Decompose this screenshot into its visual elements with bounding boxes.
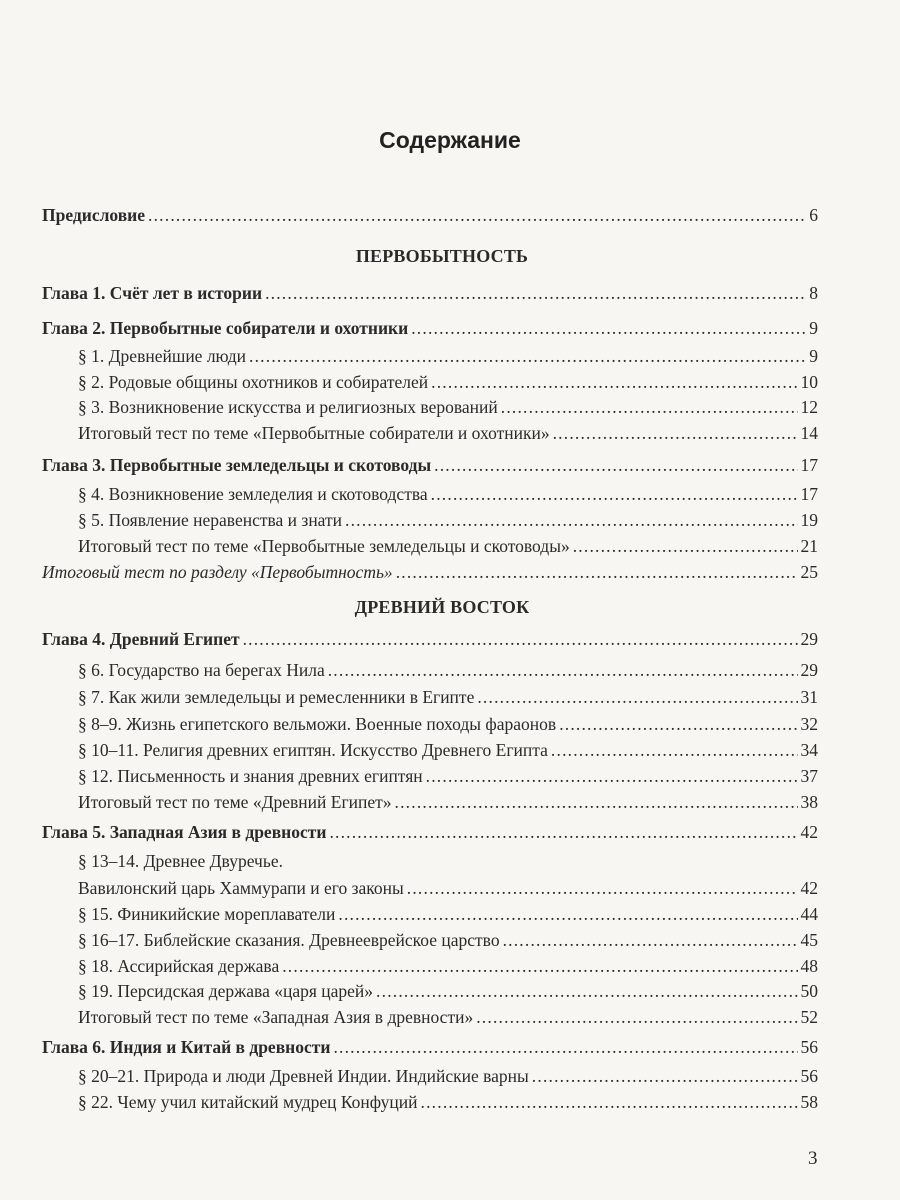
toc-item: [78, 1064, 818, 1088]
toc-entry-title: § 20–21. Природа и люди Древней Индии. Индийские варны: [78, 1066, 529, 1086]
toc-entry-title: § 10–11. Религия древних египтян. Искусство Древнего Египта: [78, 740, 548, 760]
dot-leader: [333, 1035, 797, 1059]
section-heading: ДРЕВНИЙ ВОСТОК: [354, 597, 530, 617]
toc-entry-title: § 8–9. Жизнь египетского вельможи. Военные походы фараонов: [78, 714, 557, 734]
dot-leader: [407, 876, 798, 900]
toc-entry-title: § 12. Письменность и знания древних египтян: [78, 766, 423, 786]
dot-leader: [411, 316, 806, 340]
dot-leader: [395, 790, 798, 814]
toc-entry-title: § 22. Чему учил китайский мудрец Конфуций: [78, 1092, 418, 1112]
dot-leader: [329, 820, 797, 844]
toc-page-number: 6: [809, 205, 818, 225]
page-number: 3: [808, 1148, 818, 1169]
dot-leader: [551, 738, 798, 762]
toc-page-number: 58: [800, 1092, 818, 1112]
toc-section-test: [42, 560, 818, 584]
dot-leader: [431, 370, 797, 394]
toc-page-number: 42: [800, 878, 818, 898]
toc-page-number: 25: [800, 562, 818, 582]
toc-page-number: 21: [800, 536, 818, 556]
toc-item: [78, 395, 818, 419]
toc-page-number: 38: [800, 792, 818, 812]
toc-entry-title: Предисловие: [42, 205, 146, 225]
toc-entry-title: Глава 3. Первобытные земледельцы и скотоводы: [42, 455, 432, 475]
toc-page-number: 19: [800, 510, 818, 530]
toc-entry-title: § 13–14. Древнее Двуречье.: [78, 851, 283, 871]
toc-item: [78, 1090, 818, 1114]
toc-item: [78, 508, 818, 532]
toc-entry-title: § 2. Родовые общины охотников и собирателей: [78, 372, 429, 392]
dot-leader: [396, 560, 798, 584]
toc-entry-title: § 6. Государство на берегах Нила: [78, 660, 325, 680]
page-title: Содержание: [379, 127, 521, 153]
toc-item: [78, 790, 818, 814]
toc-item: [78, 1005, 818, 1029]
toc-entry-title: Итоговый тест по теме «Первобытные земледельцы и скотоводы»: [78, 536, 570, 556]
toc-chapter: [42, 203, 818, 227]
section-heading: ПЕРВОБЫТНОСТЬ: [355, 246, 529, 266]
dot-leader: [426, 764, 798, 788]
toc-entry-title: § 19. Персидская держава «царя царей»: [78, 981, 374, 1001]
toc-entry-title: § 7. Как жили земледельцы и ремесленники в Египте: [78, 687, 475, 707]
dot-leader: [434, 453, 797, 477]
toc-page-number: 17: [800, 484, 818, 504]
toc-entry-title: § 15. Финикийские мореплаватели: [78, 904, 336, 924]
toc-page-number: 10: [800, 372, 818, 392]
dot-leader: [501, 395, 798, 419]
dot-leader: [282, 954, 797, 978]
toc-page-number: 8: [809, 283, 818, 303]
toc-item: [78, 979, 818, 1003]
toc-item: [78, 764, 818, 788]
toc-page-number: 31: [800, 687, 818, 707]
toc-entry-title: § 18. Ассирийская держава: [78, 956, 280, 976]
toc-page-number: 45: [800, 930, 818, 950]
toc-entry-title: Итоговый тест по теме «Западная Азия в древности»: [78, 1007, 474, 1027]
toc-page-number: 32: [800, 714, 818, 734]
dot-leader: [328, 658, 798, 682]
toc-entry-title: Вавилонский царь Хаммурапи и его законы: [78, 878, 404, 898]
dot-leader: [503, 928, 798, 952]
toc-page-number: 17: [800, 455, 818, 475]
dot-leader: [338, 902, 797, 926]
dot-leader: [573, 534, 798, 558]
dot-leader: [532, 1064, 798, 1088]
toc-entry-title: Итоговый тест по теме «Древний Египет»: [78, 792, 392, 812]
toc-page-number: 37: [800, 766, 818, 786]
toc-entry-title: Глава 4. Древний Египет: [42, 629, 240, 649]
toc-item: [78, 344, 818, 368]
toc-item: [78, 370, 818, 394]
toc-entry-title: Глава 1. Счёт лет в истории: [42, 283, 263, 303]
dot-leader: [376, 979, 797, 1003]
toc-page-number: 50: [800, 981, 818, 1001]
toc-page-number: 9: [809, 346, 818, 366]
toc-item: [78, 534, 818, 558]
toc-chapter: [42, 820, 818, 844]
toc-entry-title: Итоговый тест по теме «Первобытные собиратели и охотники»: [78, 423, 550, 443]
dot-leader: [265, 281, 806, 305]
toc-entry-title: Глава 2. Первобытные собиратели и охотники: [42, 318, 409, 338]
toc-page-number: 56: [800, 1037, 818, 1057]
toc-chapter: [42, 1035, 818, 1059]
toc-item: [78, 421, 818, 445]
toc-entry-title: § 16–17. Библейские сказания. Древнееврейское царство: [78, 930, 500, 950]
toc-entry-title: Глава 5. Западная Азия в древности: [42, 822, 327, 842]
toc-page-number: 9: [809, 318, 818, 338]
dot-leader: [243, 627, 798, 651]
toc-page-number: 52: [800, 1007, 818, 1027]
dot-leader: [148, 203, 806, 227]
dot-leader: [559, 712, 797, 736]
toc-entry-title: § 4. Возникновение земледелия и скотоводства: [78, 484, 428, 504]
toc-chapter: [42, 316, 818, 340]
toc-chapter: [42, 627, 818, 651]
toc-page-number: 14: [800, 423, 818, 443]
toc-item: [78, 928, 818, 952]
toc-item: [78, 738, 818, 762]
toc-chapter: [42, 453, 818, 477]
toc-entry-title: § 3. Возникновение искусства и религиозных верований: [78, 397, 498, 417]
toc-item: [78, 876, 818, 900]
toc-item: [78, 482, 818, 506]
toc-entry-title: Глава 6. Индия и Китай в древности: [42, 1037, 331, 1057]
toc-chapter: [42, 281, 818, 305]
toc-item: [78, 685, 818, 709]
dot-leader: [477, 685, 797, 709]
dot-leader: [421, 1090, 798, 1114]
toc-page-number: 48: [800, 956, 818, 976]
toc-item: [78, 902, 818, 926]
toc-page-number: 56: [800, 1066, 818, 1086]
toc-entry-title: § 1. Древнейшие люди: [78, 346, 247, 366]
toc-item: [78, 658, 818, 682]
toc-item: [78, 712, 818, 736]
toc-page-number: 42: [800, 822, 818, 842]
toc-page-number: 34: [800, 740, 818, 760]
dot-leader: [249, 344, 806, 368]
dot-leader: [431, 482, 798, 506]
toc-page-number: 29: [800, 629, 818, 649]
toc-entry-title: Итоговый тест по разделу «Первобытность»: [42, 562, 393, 582]
toc-page-number: 12: [800, 397, 818, 417]
toc-item: [78, 849, 818, 873]
toc-page-number: 29: [800, 660, 818, 680]
toc-page-number: 44: [800, 904, 818, 924]
dot-leader: [476, 1005, 797, 1029]
toc-entry-title: § 5. Появление неравенства и знати: [78, 510, 343, 530]
toc-item: [78, 954, 818, 978]
dot-leader: [345, 508, 797, 532]
dot-leader: [553, 421, 798, 445]
